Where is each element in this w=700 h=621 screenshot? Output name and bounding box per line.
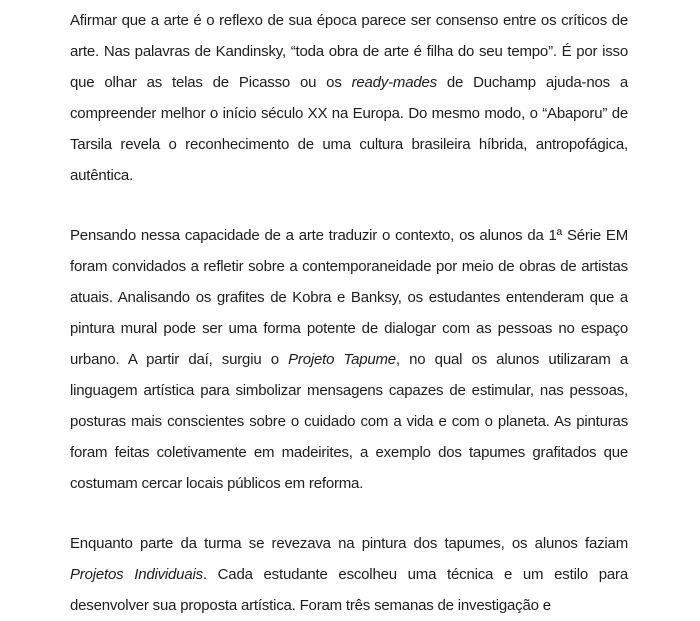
paragraph-1 [70, 5, 628, 191]
italic-run: Projetos Individuais [70, 566, 203, 583]
text-run: . Cada estudante escolheu uma técnica e um estilo para desenvolver sua proposta artística. Foram três semanas de investigação e [70, 566, 628, 614]
text-run: , no qual os alunos utilizaram a linguagem artística para simbolizar mensagens capazes de estimular, nas pessoas, posturas mais conscientes sobre o cuidado com a vida e com o planeta. As pinturas foram feitas coletivamente em madeirites, a exemplo dos tapumes grafitados que costumam cercar locais públicos em reforma. [70, 351, 629, 492]
paragraph-2 [70, 220, 628, 499]
text-run: de Duchamp ajuda-nos a compreender melhor o início século XX na Europa. Do mesmo modo, o “Abaporu” de Tarsila revela o reconhecimento de uma cultura brasileira híbrida, antropofágica, autêntica. [70, 74, 628, 184]
document-page [70, 0, 628, 621]
italic-run: Projeto Tapume [288, 351, 396, 368]
text-run: Afirmar que a arte é o reflexo de sua época parece ser consenso entre os críticos de arte. Nas palavras de Kandinsky, “toda obra de arte é filha do seu tempo”. É por isso que olhar as telas de Picasso ou os [70, 12, 628, 91]
text-run: Enquanto parte da turma se revezava na pintura dos tapumes, os alunos faziam [70, 535, 628, 552]
paragraph-3 [70, 528, 628, 621]
text-run: Pensando nessa capacidade de a arte traduzir o contexto, os alunos da 1ª Série EM foram convidados a refletir sobre a contemporaneidade por meio de obras de artistas atuais. Analisando os grafites de Kobra e Banksy, os estudantes entenderam que a pintura mural pode ser uma forma potente de dialogar com as pessoas no espaço urbano. A partir daí, surgiu o [70, 227, 628, 368]
italic-run: ready-mades [351, 74, 437, 91]
